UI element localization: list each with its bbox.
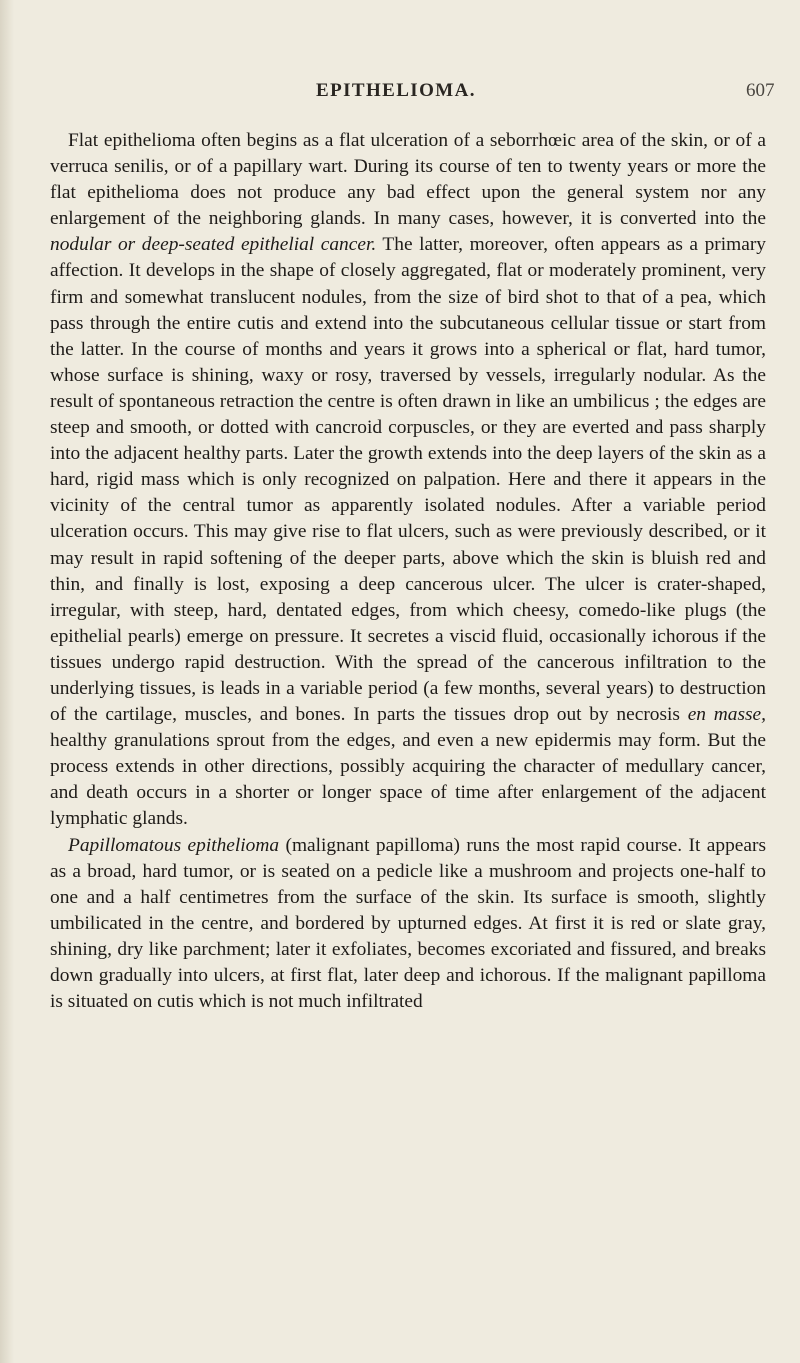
- italic-term-en-masse: en masse,: [687, 704, 766, 726]
- paragraph-papillomatous-epithelioma: [50, 833, 766, 1016]
- italic-term-papillomatous: Papillomatous epithelioma: [68, 834, 280, 856]
- body-text: [50, 128, 766, 1015]
- page-gutter-shadow: [0, 0, 14, 1363]
- text-segment: (malignant papilloma) runs the most rapid course. It appears as a broad, hard tumor, or is seated on a pedicle like a mushroom and projects one-half to one and a half centimetres from the surface of the skin. Its surface is smooth, slightly umbilicated in the centre, and bordered by upturned edges. At first it is red or slate gray, shining, dry like parchment; later it exfoliates, becomes excoriated and fissured, and breaks down gradually into ulcers, at first flat, later deep and ichorous. If the malignant papilloma is situated on cutis which is not much infiltrated: [50, 834, 767, 1013]
- page-header: [0, 80, 800, 110]
- italic-term-nodular-cancer: nodular or deep-seated epithelial cancer.: [50, 234, 377, 256]
- running-head: EPITHELIOMA.: [316, 80, 476, 101]
- page-number: 607: [746, 80, 775, 101]
- paragraph-flat-epithelioma: [50, 128, 766, 833]
- text-segment: Flat epithelioma often begins as a flat ulceration of a seborrhœic area of the skin, or of a verruca senilis, or of a papillary wart. During its course of ten to twenty years or more the flat epithelioma does not produce any bad effect upon the general system nor any enlargement of the neighboring glands. In many cases, however, it is converted into the: [50, 130, 766, 230]
- text-segment: The latter, moreover, often appears as a primary affection. It develops in the shape of closely aggregated, flat or moderately prominent, very firm and somewhat translucent nodules, from the size of bird shot to that of a pea, which pass through the entire cutis and extend into the subcutaneous cellular tissue or start from the latter. In the course of months and years it grows into a spherical or flat, hard tumor, whose surface is shining, waxy or rosy, traversed by vessels, irregularly nodular. As the result of spontaneous retraction the centre is often drawn in like an umbilicus ; the edges are steep and smooth, or dotted with cancroid corpuscles, or they are everted and pass sharply into the adjacent healthy parts. Later the growth extends into the deep layers of the skin as a hard, rigid mass which is only recognized on palpation. Here and there it appears in the vicinity of the central tumor as apparently isolated nodules. After a variable period ulceration occurs. This may give rise to flat ulcers, such as were previously described, or it may result in rapid softening of the deeper parts, above which the skin is bluish red and thin, and finally is lost, exposing a deep cancerous ulcer. The ulcer is crater-shaped, irregular, with steep, hard, dentated edges, from which cheesy, comedo-like plugs (the epithelial pearls) emerge on pressure. It secretes a viscid fluid, occasionally ichorous if the tissues undergo rapid destruction. With the spread of the cancerous infiltration to the underlying tissues, is leads in a variable period (a few months, several years) to destruction of the cartilage, muscles, and bones. In parts the tissues drop out by necrosis: [50, 234, 766, 726]
- text-segment: healthy granulations sprout from the edges, and even a new epidermis may form. But the process extends in other directions, possibly acquiring the character of medullary cancer, and death occurs in a shorter or longer space of time after enlargement of the adjacent lymphatic glands.: [50, 730, 766, 830]
